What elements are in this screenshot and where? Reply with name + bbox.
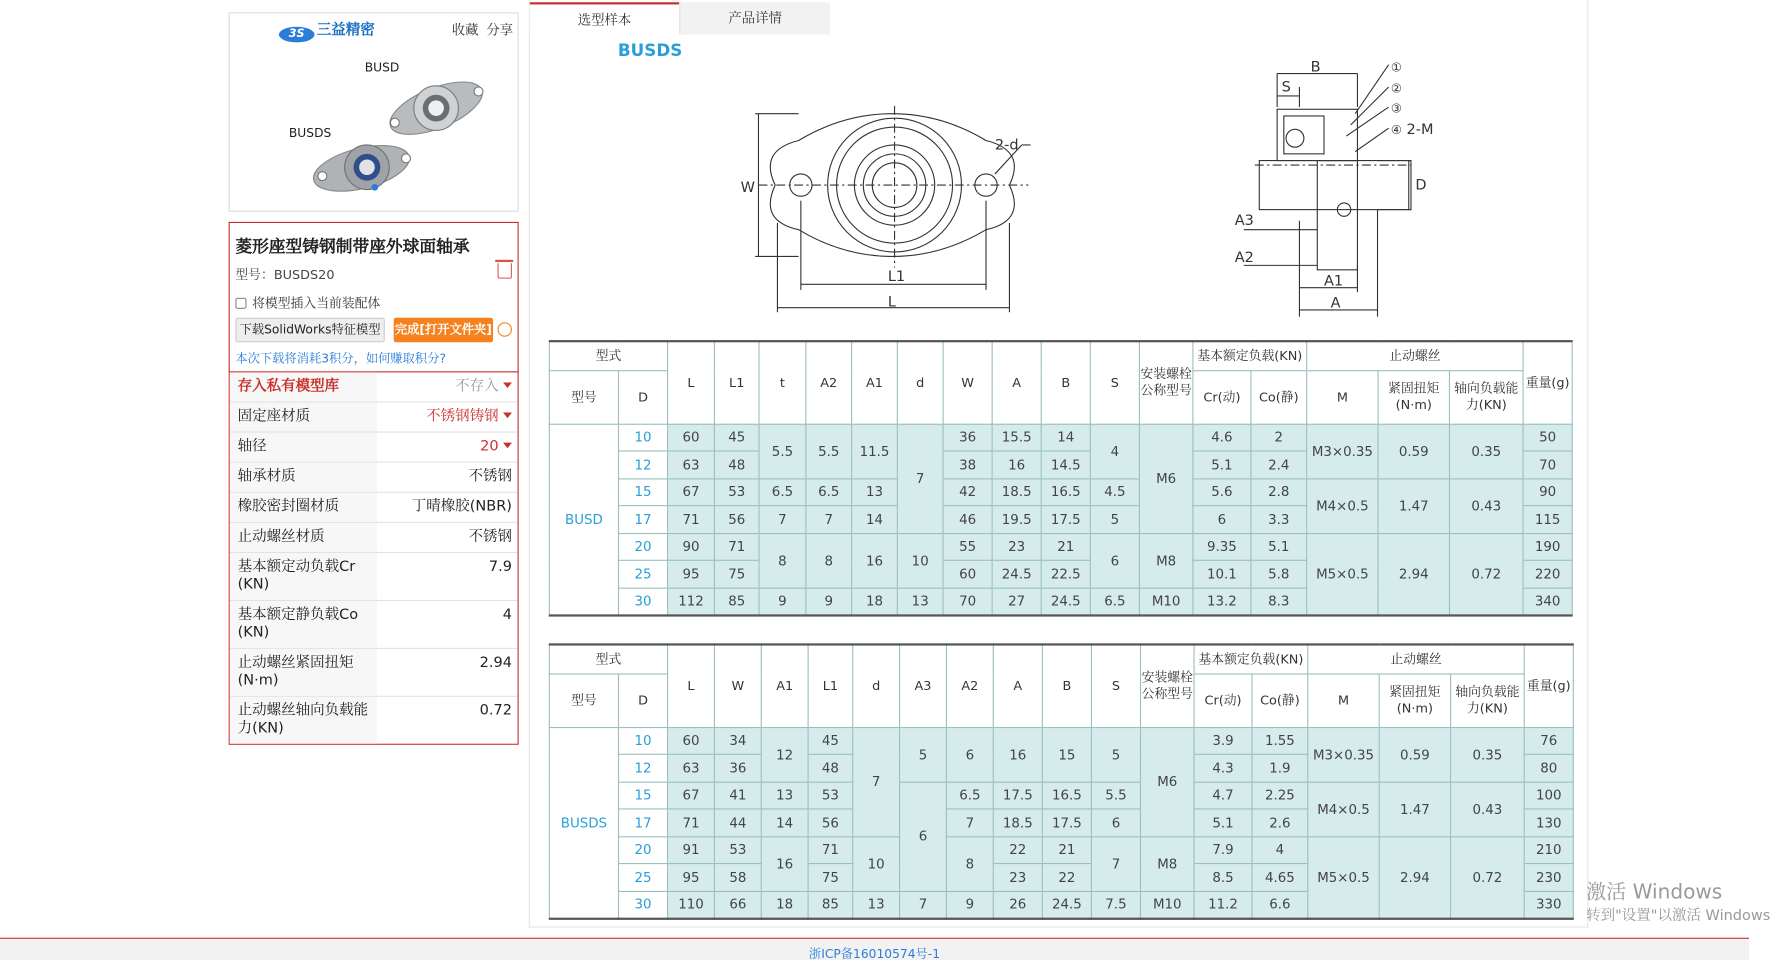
table-row: 30 110 66 18 85 13 7 9 26 24.5 7.5 M10 11.2 6.6 330 (549, 891, 1573, 918)
dim-b: B (1310, 59, 1321, 76)
dim-hole: 2-d (994, 137, 1019, 154)
footer (0, 938, 1749, 960)
dim-l1: L1 (887, 268, 906, 285)
callout-3: ③ (1390, 101, 1402, 116)
property-row: 基本额定动负载Cr (KN) 7.9 (230, 553, 518, 601)
busds-product-image (306, 129, 418, 207)
dim-d: D (1415, 177, 1427, 194)
side-view-drawing (1221, 54, 1444, 322)
busds-spec-table: 型式 L W A1 L1 d A3 A2 A B S 安装螺栓公称型号 基本额定负载(KN) 止动螺丝 重量(g) 型号 D Cr(动) Co(静) M 紧固扭矩(N·m) 轴向负载能力(KN) BUSDS 10 60 34 12 45 7 5 6 16 15 5 M6 3.9 1.55 M3×0.35 0.59 0.35 76 12 63 36 48 4.3 1.9 80 15 67 41 13 53 6 6.5 17.5 16.5 5.5 4.7 2.25 M4×0.5 1.47 0.43 100 17 71 44 14 56 7 18.5 17.5 6 5.1 2.6 130 20 91 53 16 71 10 8 22 21 7 M8 7.9 4 M5×0.5 2.94 0.72 210 25 95 58 75 23 22 8.5 4.65 230 30 110 66 18 85 13 7 9 26 24.5 7.5 M10 11.2 6.6 330 (549, 643, 1574, 919)
callout-4: ④ (1390, 122, 1402, 137)
table-row: 17 71 44 14 56 7 18.5 17.5 6 5.1 2.6 130 (549, 809, 1573, 836)
model-number: 型号：BUSDS20 (235, 266, 335, 283)
open-folder-button[interactable]: 完成[打开文件夹] (394, 318, 493, 343)
dim-w: W (740, 179, 755, 196)
dim-2m: 2-M (1406, 121, 1434, 138)
property-row[interactable]: 轴径 20 (230, 433, 518, 463)
collect-link[interactable]: 收藏 (451, 22, 479, 38)
dim-a3: A3 (1234, 213, 1254, 230)
dim-a1: A1 (1323, 273, 1344, 290)
properties-table (229, 371, 519, 745)
table-row: 12 63 36 48 4.3 1.9 80 (549, 754, 1573, 781)
table-row: 12 63 48 38 16 14.5 5.1 2.4 70 (549, 451, 1572, 478)
property-row: 基本额定静负载Co (KN) 4 (230, 601, 518, 649)
trash-icon[interactable] (497, 263, 512, 279)
tab-product-details[interactable]: 产品详情 (679, 2, 830, 34)
tab-selection-sample[interactable]: 选型样本 (530, 2, 679, 34)
table-row: BUSDS 10 60 34 12 45 7 5 6 16 15 5 M6 3.9 1.55 M3×0.35 0.59 0.35 76 (549, 727, 1573, 754)
chevron-down-icon[interactable] (503, 382, 512, 388)
property-row: 轴承材质 不锈钢 (230, 463, 518, 493)
dim-l: L (887, 294, 896, 311)
download-solidworks-button[interactable]: 下载SolidWorks特征模型 (235, 318, 384, 343)
property-row: 止动螺丝紧固扭矩 (N·m) 2.94 (230, 649, 518, 697)
windows-watermark: 激活 Windows (1586, 880, 1723, 905)
busd-label: BUSD (364, 60, 400, 75)
table-row: 15 67 53 6.5 6.5 13 42 18.5 16.5 4.5 5.6 2.8 M4×0.5 1.47 0.43 90 (549, 478, 1572, 505)
property-row[interactable]: 固定座材质 不锈钢铸钢 (230, 403, 518, 433)
product-info-panel (229, 222, 519, 373)
product-image-card (229, 12, 519, 212)
property-row: 止动螺丝材质 不锈钢 (230, 523, 518, 553)
points-note-link[interactable]: 本次下载将消耗3积分，如何赚取积分? (235, 351, 446, 366)
front-view-drawing (736, 100, 1048, 323)
brand-logo[interactable]: 3S 三益精密 (279, 18, 375, 43)
insert-assembly-checkbox[interactable]: 将模型插入当前装配体 (235, 294, 380, 312)
callout-2: ② (1390, 81, 1402, 96)
property-row: 橡胶密封圈材质 丁晴橡胶(NBR) (230, 493, 518, 523)
table-row: 25 95 58 75 23 22 8.5 4.65 230 (549, 864, 1573, 891)
chevron-down-icon[interactable] (503, 413, 512, 419)
property-row[interactable]: 存入私有模型库 不存入 (230, 372, 518, 402)
table-row: 20 90 71 8 8 16 10 55 23 21 6 M8 9.35 5.1 M5×0.5 2.94 0.72 190 (549, 533, 1572, 560)
gear-icon[interactable] (497, 322, 512, 336)
busds-label: BUSDS (288, 125, 332, 141)
table-row: 20 91 53 16 71 10 8 22 21 7 M8 7.9 4 M5×0.5 2.94 0.72 210 (549, 836, 1573, 863)
property-row: 止动螺丝轴向负载能力(KN) 0.72 (230, 697, 518, 744)
table-row: 25 95 75 60 24.5 22.5 10.1 5.8 220 (549, 560, 1572, 587)
table-row: BUSD 10 60 45 5.5 5.5 11.5 7 36 15.5 14 4 M6 4.6 2 M3×0.35 0.59 0.35 50 (549, 424, 1572, 451)
windows-watermark-sub: 转到"设置"以激活 Windows (1586, 907, 1770, 925)
share-link[interactable]: 分享 (486, 22, 514, 38)
icp-link[interactable]: 浙ICP备16010574号-1 (808, 946, 941, 962)
busd-spec-table: 型式 L L1 t A2 A1 d W A B S 安装螺栓公称型号 基本额定负载(KN) 止动螺丝 重量(g) 型号 D Cr(动) Co(静) M 紧固扭矩(N·m) 轴向负载能力(KN) BUSD 10 60 45 5.5 5.5 11.5 7 36 15.5 14 4 M6 4.6 2 M3×0.35 0.59 0.35 50 12 63 48 38 16 14.5 5.1 2.4 70 15 67 53 6.5 6.5 13 42 18.5 16.5 4.5 5.6 2.8 M4×0.5 1.47 0.43 90 17 71 56 7 7 14 46 19.5 17.5 5 6 3.3 115 20 90 71 8 8 16 10 55 23 21 6 M8 9.35 5.1 M5×0.5 2.94 0.72 190 25 95 75 60 24.5 22.5 10.1 5.8 220 30 112 85 9 9 18 13 70 27 24.5 6.5 M10 13.2 8.3 340 (549, 340, 1573, 616)
table-row: 15 67 41 13 53 6 6.5 17.5 16.5 5.5 4.7 2.25 M4×0.5 1.47 0.43 100 (549, 782, 1573, 809)
checkbox-icon[interactable] (235, 298, 246, 309)
product-title: 菱形座型铸钢制带座外球面轴承 (235, 236, 470, 257)
callout-1: ① (1390, 60, 1402, 75)
table-row: 30 112 85 9 9 18 13 70 27 24.5 6.5 M10 13.2 8.3 340 (549, 588, 1572, 615)
dim-s: S (1281, 79, 1291, 96)
dim-a: A (1330, 295, 1341, 312)
chevron-down-icon[interactable] (503, 443, 512, 449)
dim-a2: A2 (1234, 250, 1254, 267)
diagram-title: BUSDS (617, 40, 683, 61)
table-row: 17 71 56 7 7 14 46 19.5 17.5 5 6 3.3 115 (549, 506, 1572, 533)
